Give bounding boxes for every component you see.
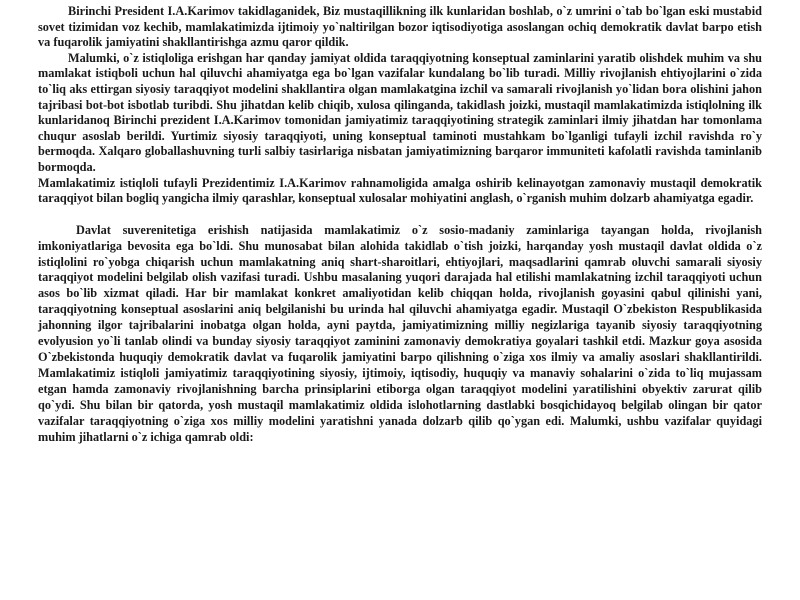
paragraph-intro: Birinchi President I.A.Karimov takidlaganidek, Biz mustaqillikning ilk kunlaridan boshlab, o`z umrini o`tab bo`lgan eski mustabid sovet tizimidan voz kechib, mamlakatimizda ijtimoiy yo`naltirilgan bozor iqtisodiyotiga asoslangan ochiq demokratik davlat barpo etish va fuqarolik jamiyatini shakllantirishga azmu qaror qildik. [38,4,762,50]
paragraph-independence: Mamlakatimiz istiqloli tufayli Prezidentimiz I.A.Karimov rahnamoligida amalga oshirib kelinayotgan zamonaviy mustaqil demokratik taraqqiyot bilan bogliq yangicha ilmiy qarashlar, konseptual xulosalar mohiyatini anglash, o`rganish muhim dolzarb ahamiyatga egadir. [38,175,762,206]
paragraph-sovereignty: Davlat suverenitetiga erishish natijasida mamlakatimiz o`z sosio-madaniy zaminlariga tayangan holda, rivojlanish imkoniyatlariga bevosita ega bo`ldi. Shu munosabat bilan alohida takidlab o`tish joizki, harqanday yosh mustaqil davlat oldida o`z istiqlolini ro`yobga chiqarish uchun mamlakatning aniq shart-sharoitlari, ehtiyojlari, maqsadlarini qamrab oluvchi samarali siyosiy taraqqiyot modelini belgilab olish vazifasi turadi. Ushbu masalaning yuqori darajada hal etilishi mamlakatning izchil taraqqiyoti uchun asos bo`lib xizmat qiladi. Har bir mamlakat konkret amaliyotidan kelib chiqqan holda, rivojlanish goyasini qabul qilinishi yani, taraqqiyotning konseptual asoslarini aniq belgilanishi bu urinda hal qiluvchi ahamiyatga egadir. Mustaqil O`zbekiston Respublikasida jahonning ilgor tajribalarini inobatga olgan holda, ayni paytda, jamiyatimizning milliy negizlariga tayanib siyosiy taraqqiyotning evolyusion yo`li tanlab olindi va bunday siyosiy taraqqiyot zaminini zamonaviy demokratiya goyalari tashkil etdi. Mazkur goya asosida O`zbekistonda huquqiy demokratik davlat va fuqarolik jamiyatini barpo qilishning o`ziga xos ilmiy va amaliy asoslari shakllantirildi. Mamlakatimiz istiqloli jamiyatimiz taraqqiyotining siyosiy, ijtimoiy, iqtisodiy, huquqiy va manaviy sohalarini o`zida to`liq mujassam etgan hamda zamonaviy rivojlanishning barcha prinsiplarini etiborga olgan taraqqiyot modelini yaratilishini obyektiv zarurat qilib qo`ydi. Shu bilan bir qatorda, yosh mustaqil mamlakatimiz oldida islohotlarning dastlabki bosqichidayoq belgilab olingan bir qator vazifalar taraqqiyotning o`ziga xos milliy modelini yaratishni yanada dolzarb qilib qo`ygan edi. Malumki, ushbu vazifalar quyidagi muhim jihatlarni o`z ichiga qamrab oldi: [38,222,762,444]
paragraph-development-model: Malumki, o`z istiqloliga erishgan har qanday jamiyat oldida taraqqiyotning konseptual zaminlarini yaratib olishdek muhim va shu mamlakat istiqboli uchun hal qiluvchi ahamiyatga ega bo`lgan vazifalar kundalang bo`lib turadi. Milliy rivojlanish ehtiyojlarini o`zida to`liq aks ettirgan siyosiy taraqqiyot modelini shakllantira olgan mamlakatgina izchil va samarali rivojlanish yo`lidan bora olishini jahon tajribasi bot-bot isbotlab turibdi. Shu jihatdan kelib chiqib, xulosa qilinganda, takidlash joizki, mustaqil mamlakatimizda istiqlolning ilk kunlaridanoq Birinchi prezident I.A.Karimov tomonidan jamiyatimiz taraqqiyotining strategik zaminlari ilmiy jihatdan har tomonlama chuqur asoslab berildi. Yurtimiz siyosiy taraqqiyoti, uning konseptual taminoti mustahkam bo`lganligi tufayli izchil ravishda ro`y bermoqda. Xalqaro globallashuvning turli salbiy tasirlariga nisbatan jamiyatimizning barqaror immuniteti kafolatli ravishda taminlanib bormoqda. [38,50,762,174]
